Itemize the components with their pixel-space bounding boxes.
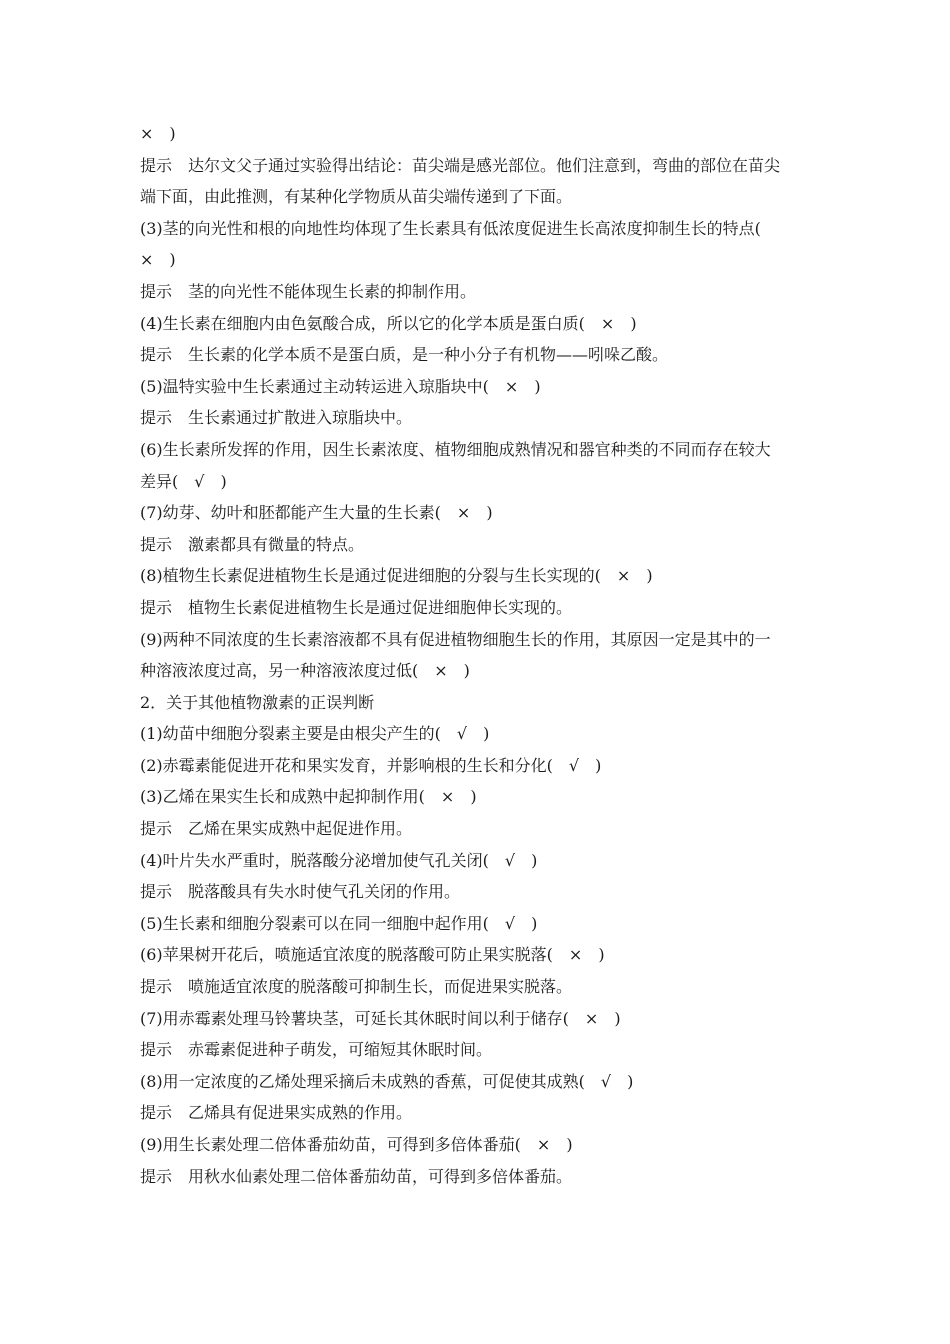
hint-line: 提示 激素都具有微量的特点。 (140, 534, 365, 554)
hint-line: 提示 生长素通过扩散进入琼脂块中。 (140, 408, 413, 428)
hint-line: 提示 茎的向光性不能体现生长素的抑制作用。 (140, 281, 477, 301)
hint-line: 提示 乙烯在果实成熟中起促进作用。 (140, 819, 413, 839)
hint-line: 提示 植物生长素促进植物生长是通过促进细胞伸长实现的。 (140, 597, 573, 617)
text-line: × ) (140, 250, 176, 270)
document-page (140, 118, 830, 1192)
question-line: (9)两种不同浓度的生长素溶液都不具有促进植物细胞生长的作用，其原因一定是其中的一 (140, 629, 771, 649)
question-line: (6)生长素所发挥的作用，因生长素浓度、植物细胞成熟情况和器官种类的不同而存在较大 (140, 439, 771, 459)
text-line: 种溶液浓度过高，另一种溶液浓度过低( × ) (140, 661, 470, 681)
hint-line: 提示 乙烯具有促进果实成熟的作用。 (140, 1103, 413, 1123)
text-line: × ) (140, 124, 176, 143)
hint-line: 提示 脱落酸具有失水时使气孔关闭的作用。 (140, 882, 461, 902)
hint-line: 提示 达尔文父子通过实验得出结论：苗尖端是感光部位。他们注意到，弯曲的部位在苗尖 (140, 155, 781, 175)
question-line: (8)植物生长素促进植物生长是通过促进细胞的分裂与生长实现的( × ) (140, 566, 653, 586)
hint-line: 端下面，由此推测，有某种化学物质从苗尖端传递到了下面。 (140, 187, 573, 207)
question-line: (5)温特实验中生长素通过主动转运进入琼脂块中( × ) (140, 376, 541, 396)
text-line: 差异( √ ) (140, 471, 227, 491)
question-line: (6)苹果树开花后，喷施适宜浓度的脱落酸可防止果实脱落( × ) (140, 945, 605, 965)
question-line: (3)乙烯在果实生长和成熟中起抑制作用( × ) (140, 787, 477, 807)
question-line: (9)用生长素处理二倍体番茄幼苗，可得到多倍体番茄( × ) (140, 1135, 573, 1154)
hint-line: 提示 喷施适宜浓度的脱落酸可抑制生长，而促进果实脱落。 (140, 977, 573, 997)
question-line: (7)用赤霉素处理马铃薯块茎，可延长其休眠时间以利于储存( × ) (140, 1008, 621, 1028)
question-line: (1)幼苗中细胞分裂素主要是由根尖产生的( √ ) (140, 724, 490, 744)
hint-line: 提示 赤霉素促进种子萌发，可缩短其休眠时间。 (140, 1040, 493, 1060)
section-heading: 2．关于其他植物激素的正误判断 (140, 692, 375, 712)
question-line: (5)生长素和细胞分裂素可以在同一细胞中起作用( √ ) (140, 913, 538, 933)
question-line: (3)茎的向光性和根的向地性均体现了生长素具有低浓度促进生长高浓度抑制生长的特点( (140, 218, 761, 238)
question-line: (7)幼芽、幼叶和胚都能产生大量的生长素( × ) (140, 503, 493, 523)
hint-line: 提示 用秋水仙素处理二倍体番茄幼苗，可得到多倍体番茄。 (140, 1166, 573, 1186)
question-line: (8)用一定浓度的乙烯处理采摘后未成熟的香蕉，可促使其成熟( √ ) (140, 1071, 634, 1091)
hint-line: 提示 生长素的化学本质不是蛋白质，是一种小分子有机物——吲哚乙酸。 (140, 345, 669, 365)
question-line: (4)生长素在细胞内由色氨酸合成，所以它的化学本质是蛋白质( × ) (140, 313, 637, 333)
question-line: (2)赤霉素能促进开花和果实发育，并影响根的生长和分化( √ ) (140, 755, 602, 775)
question-line: (4)叶片失水严重时，脱落酸分泌增加使气孔关闭( √ ) (140, 850, 538, 870)
